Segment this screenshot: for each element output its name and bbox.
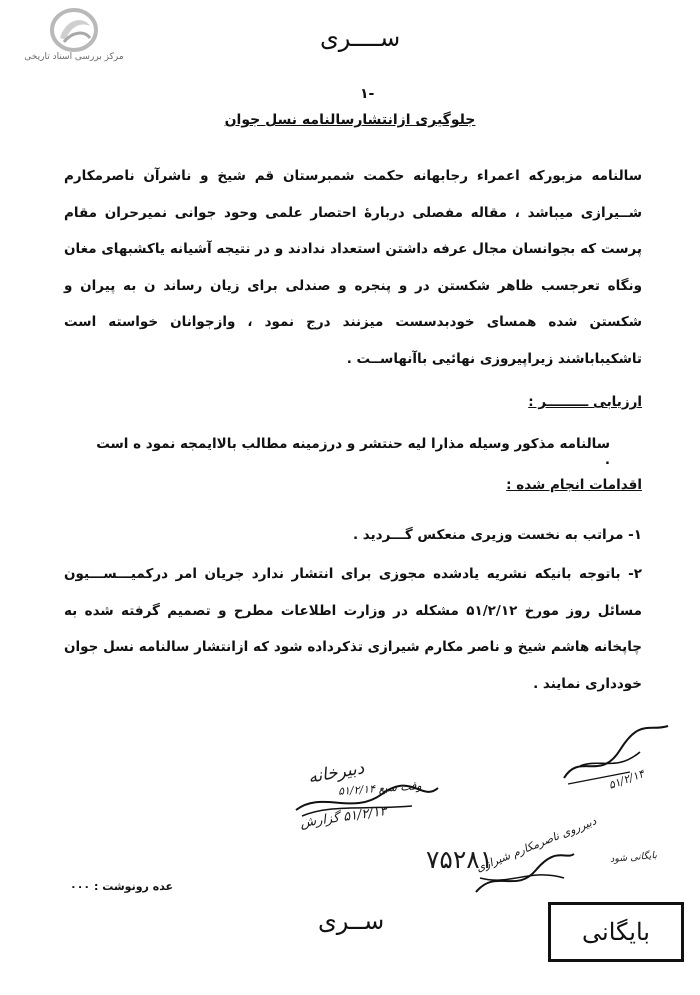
archive-stamp: بایگانی <box>548 902 684 962</box>
handwritten-date: ۵۱/۲/۱۳ گزارش <box>299 804 388 831</box>
document-number: ۱- <box>360 86 375 102</box>
action-item-2: ۲- باتوجه بانیکه نشریه یادشده مجوزی برای انتشار ندارد جریان امر درکمیـــســـیون مسائل روز مورخ ۵۱/۲/۱۲ مشکله در وزارت اطلاعات مطرح و تصمیم گرفته شده به چاپخانه هاشم شیخ و ناصر مکارم شیرازی تذکرداده شود که ازانتشار سالنامه نسل جوان خودداری نمایند . <box>64 566 642 692</box>
handwritten-reference: دبیرخانه <box>306 758 366 788</box>
handwritten-reference-number: ۷۵۲۸۱ <box>426 845 494 874</box>
action-item-1: ۱- مراتب به نخست وزیری منعکس گـــردید . <box>352 527 642 543</box>
classification-bottom: ســری <box>318 907 385 935</box>
watermark-logo <box>10 8 138 70</box>
document-title: جلوگیری ازانتشارسالنامه نسل جوان <box>224 112 476 128</box>
archive-logo-icon <box>44 8 104 52</box>
copies-count: عده رونوشت : ۰۰۰ <box>70 880 174 893</box>
handwritten-archive-note: بایگانی شود <box>609 849 658 866</box>
signature-right <box>560 722 672 788</box>
handwritten-forward-note: دبیرروی ناصرمکارم شیرازی <box>474 814 599 875</box>
signature-bottom <box>470 848 580 900</box>
body-paragraph-1: سالنامه مزبورکه اعمراء رجابهانه حکمت شمبرستان قم شیخ و ناشرآن ناصرمکارم شــیرازی میباشد ، مقاله مفصلی دربارهٔ احتصار علمی وحود جوانی نمیرحران مقام پرست که بجوانسان مجال عرفه داشتن استعداد ندادند و در نتیجه آشیانه یاکشبهای مغان ونگاه تعرجسب ظاهر شکستن در و پنجره و صندلی برای زیان رساند ن به پیران و شکستن شده همسای خودبدسست میزنند درج نمود ، وازجوانان خواسته است تاشکیباباشند زیراپیروزی نهائیی باآنهاســت . <box>64 168 642 367</box>
handwritten-date-right: ۵۱/۲/۱۴ <box>606 767 647 792</box>
watermark-text: مرکز بررسی اسناد تاریخی <box>24 52 124 62</box>
evaluation-heading: ارزیابی ـــــــــر : <box>528 394 642 410</box>
classification-top: ســــری <box>320 24 401 52</box>
actions-heading: اقدامات انجام شده : <box>506 477 642 493</box>
evaluation-text: سالنامه مذکور وسیله مذارا لیه حنتشر و درزمینه مطالب بالاایمجه نمود ه است . <box>96 436 610 468</box>
signature-left <box>292 780 442 820</box>
handwritten-note: وقت سیع ۵۱/۲/۱۴ <box>337 779 423 798</box>
